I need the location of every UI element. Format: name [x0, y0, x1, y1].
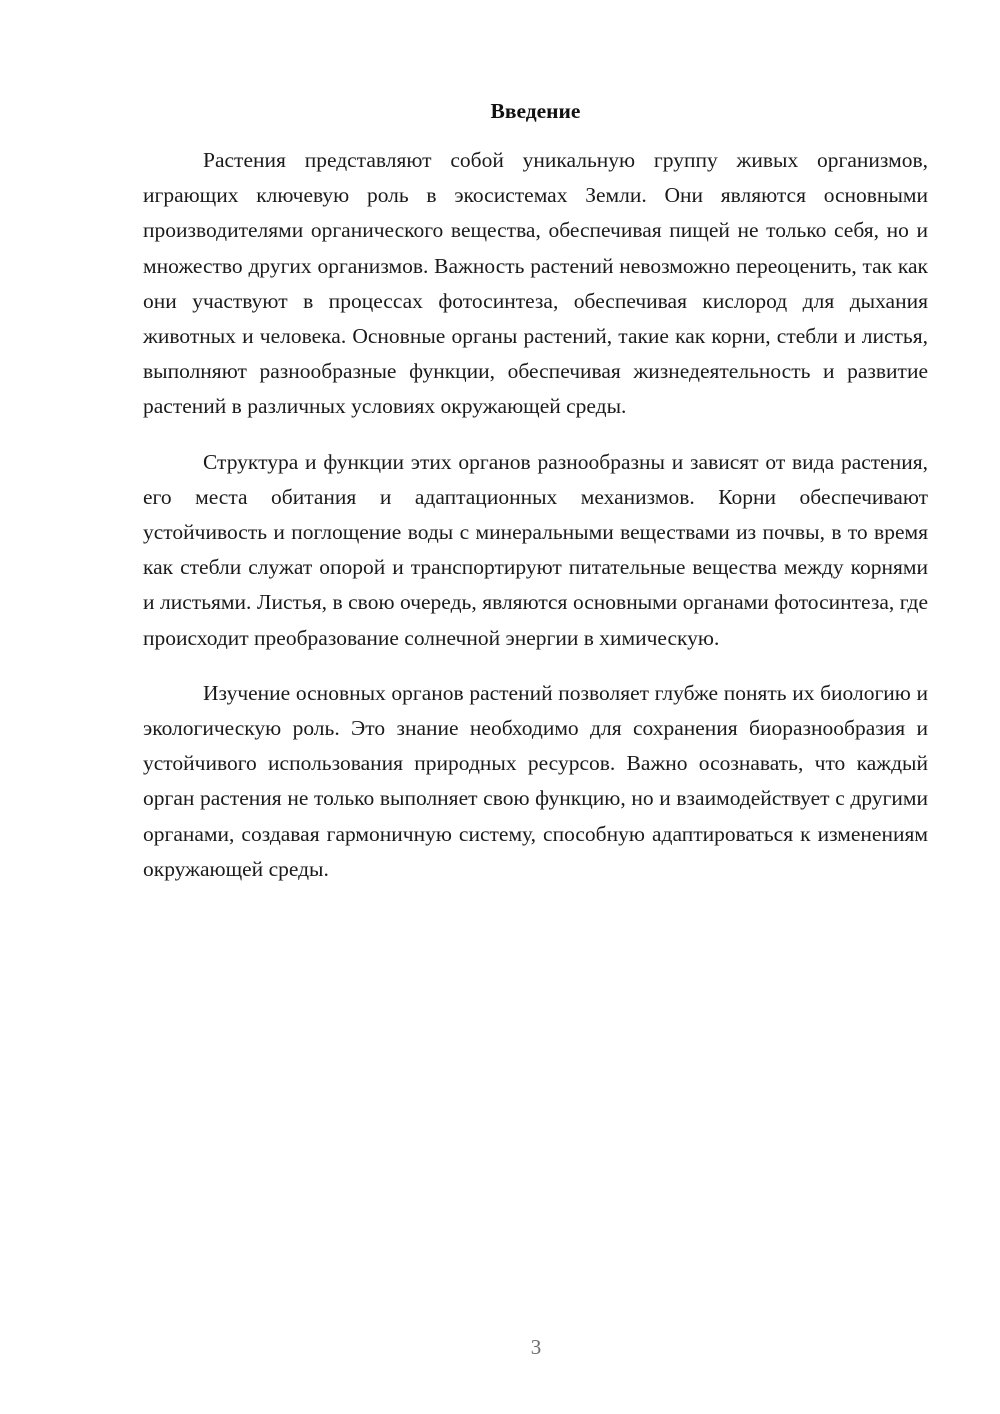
section-title: Введение — [490, 99, 581, 123]
page-number: 3 — [530, 1335, 542, 1359]
paragraph-2: Структура и функции этих органов разнообразны и зависят от вида растения, его места обитания и адаптационных механизмов. Корни обеспечивают устойчивость и поглощение воды с минеральными веществами из почвы, в то время как стебли служат опорой и транспортируют питательные вещества между корнями и листьями. Листья, в свою очередь, являются основными органами фотосинтеза, где происходит преобразование солнечной энергии в химическую. — [143, 449, 928, 650]
paragraph-3: Изучение основных органов растений позволяет глубже понять их биологию и экологическую роль. Это знание необходимо для сохранения биоразнообразия и устойчивого использования природных ресурсов. Важно осознавать, что каждый орган растения не только выполняет свою функцию, но и взаимодействует с другими органами, создавая гармоничную систему, способную адаптироваться к изменениям окружающей среды. — [143, 680, 928, 881]
document-body — [143, 98, 928, 887]
paragraph-1: Растения представляют собой уникальную группу живых организмов, играющих ключевую роль в экосистемах Земли. Они являются основными производителями органического вещества, обеспечивая пищей не только себя, но и множество других организмов. Важность растений невозможно переоценить, так как они участвуют в процессах фотосинтеза, обеспечивая кислород для дыхания животных и человека. Основные органы растений, такие как корни, стебли и листья, выполняют разнообразные функции, обеспечивая жизнедеятельность и развитие растений в различных условиях окружающей среды. — [143, 148, 928, 419]
